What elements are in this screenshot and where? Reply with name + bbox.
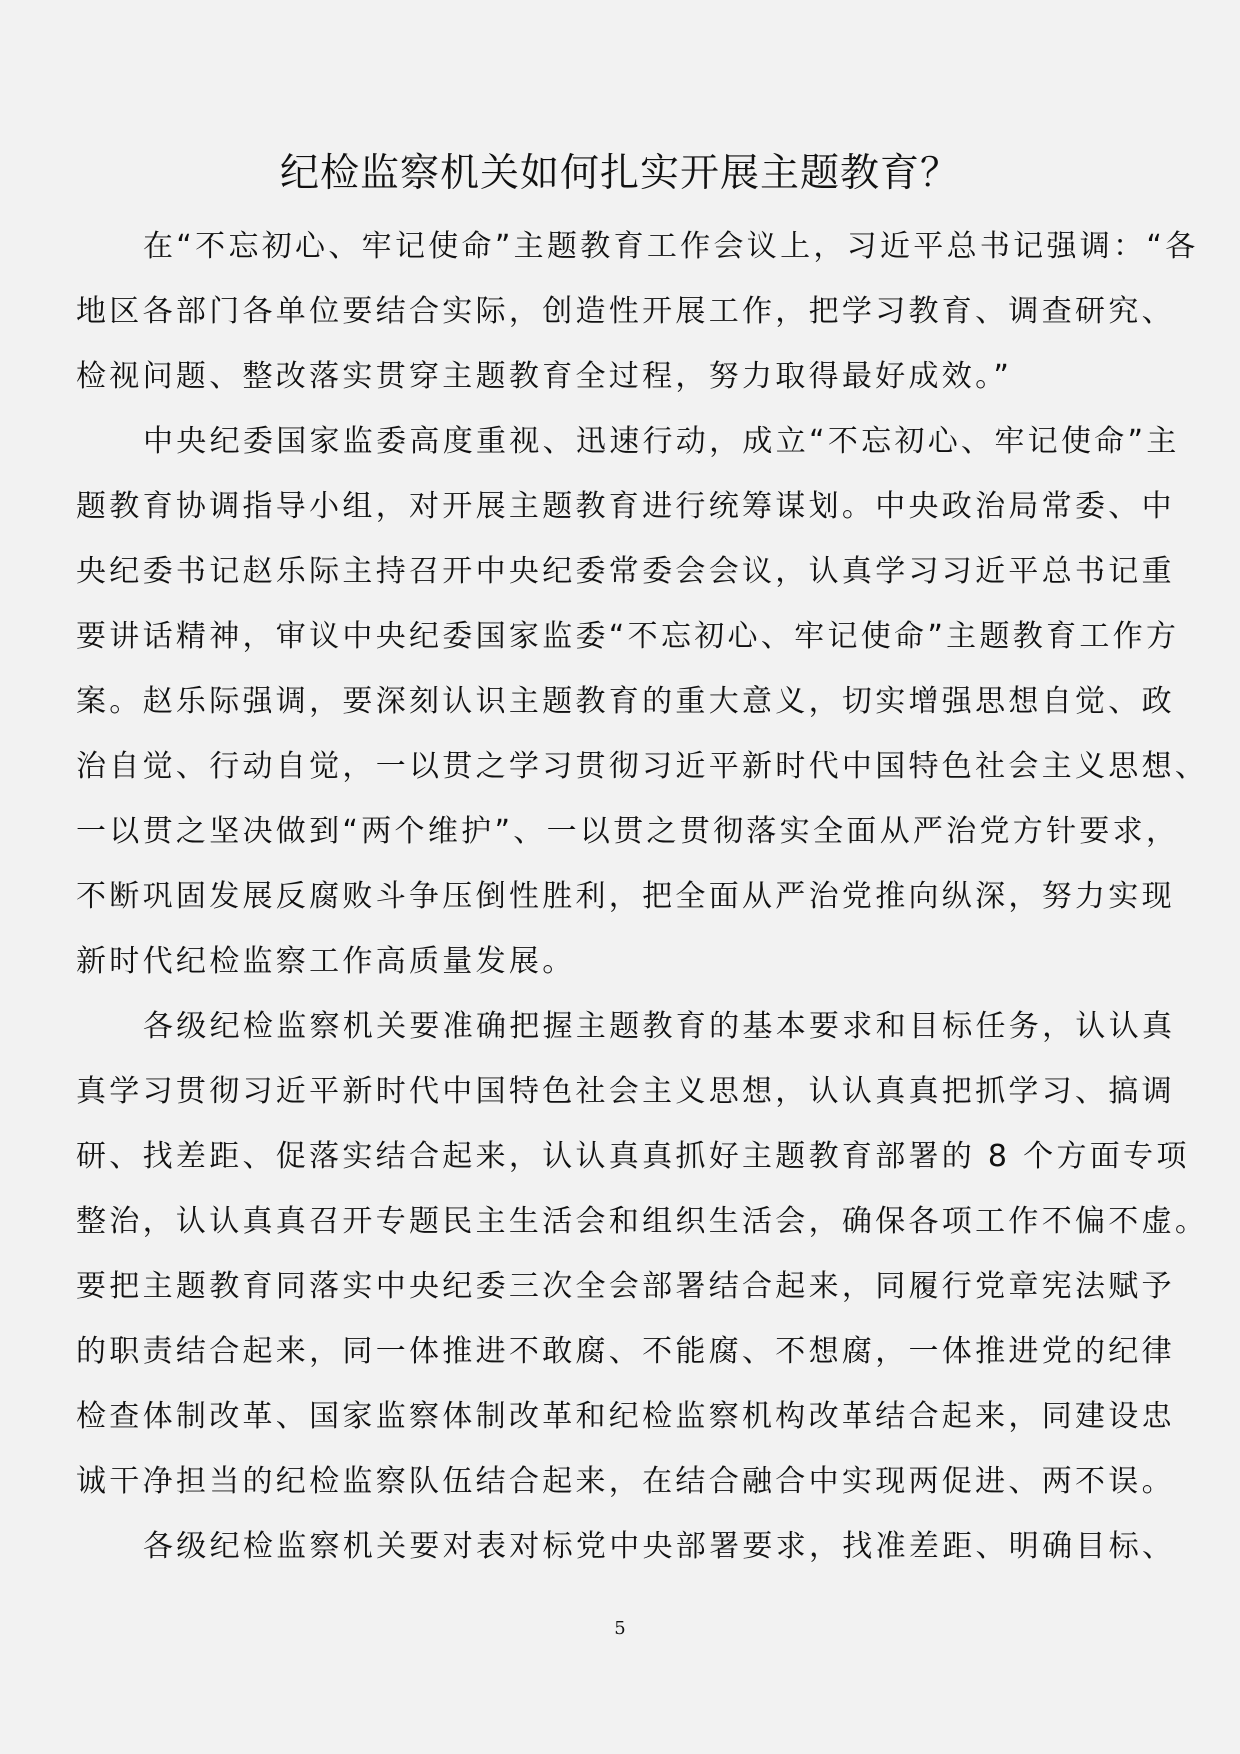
text-line: 治自觉、行动自觉，一以贯之学习贯彻习近平新时代中国特色社会主义思想、: [76, 749, 1209, 784]
text-line: 案。赵乐际强调，要深刻认识主题教育的重大意义，切实增强思想自觉、政: [76, 684, 1175, 719]
text-line: 检查体制改革、国家监察体制改革和纪检监察机构改革结合起来，同建设忠: [76, 1399, 1175, 1434]
text-line: 不断巩固发展反腐败斗争压倒性胜利，把全面从严治党推向纵深，努力实现: [76, 879, 1175, 914]
text-line: 检视问题、整改落实贯穿主题教育全过程，努力取得最好成效。”: [76, 359, 1013, 394]
text-line: 整治，认认真真召开专题民主生活会和组织生活会，确保各项工作不偏不虚。: [76, 1204, 1209, 1239]
paragraph: [76, 409, 1209, 994]
text-line: 的职责结合起来，同一体推进不敢腐、不能腐、不想腐，一体推进党的纪律: [76, 1334, 1175, 1369]
text-line: 研、找差距、促落实结合起来，认认真真抓好主题教育部署的 8 个方面专项: [76, 1139, 1190, 1174]
text-line: 要把主题教育同落实中央纪委三次全会部署结合起来，同履行党章宪法赋予: [76, 1269, 1175, 1304]
text-line: 题教育协调指导小组，对开展主题教育进行统筹谋划。中央政治局常委、中: [76, 489, 1175, 524]
text-line: 中央纪委国家监委高度重视、迅速行动，成立“不忘初心、牢记使命”主: [143, 424, 1180, 459]
text-line: 新时代纪检监察工作高质量发展。: [76, 944, 576, 979]
text-line: 要讲话精神，审议中央纪委国家监委“不忘初心、牢记使命”主题教育工作方: [76, 619, 1180, 654]
text-line: 在“不忘初心、牢记使命”主题教育工作会议上，习近平总书记强调：“各: [143, 229, 1199, 264]
page-number: 5: [614, 1618, 626, 1639]
text-line: 一以贯之坚决做到“两个维护”、一以贯之贯彻落实全面从严治党方针要求，: [76, 814, 1180, 849]
paragraph: [76, 214, 1206, 409]
text-line: 真学习贯彻习近平新时代中国特色社会主义思想，认认真真把抓学习、搞调: [76, 1074, 1175, 1109]
text-line: 央纪委书记赵乐际主持召开中央纪委常委会会议，认真学习习近平总书记重: [76, 554, 1175, 589]
text-line: 各级纪检监察机关要对表对标党中央部署要求，找准差距、明确目标、: [143, 1529, 1176, 1564]
text-line: 地区各部门各单位要结合实际，创造性开展工作，把学习教育、调查研究、: [76, 294, 1175, 329]
document-body: [76, 214, 1209, 1579]
paragraph: [76, 994, 1209, 1514]
text-line: 诚干净担当的纪检监察队伍结合起来，在结合融合中实现两促进、两不误。: [76, 1464, 1175, 1499]
text-line: 各级纪检监察机关要准确把握主题教育的基本要求和目标任务，认认真: [143, 1009, 1176, 1044]
document-title: 纪检监察机关如何扎实开展主题教育？: [279, 151, 960, 196]
paragraph: [76, 1514, 1206, 1579]
